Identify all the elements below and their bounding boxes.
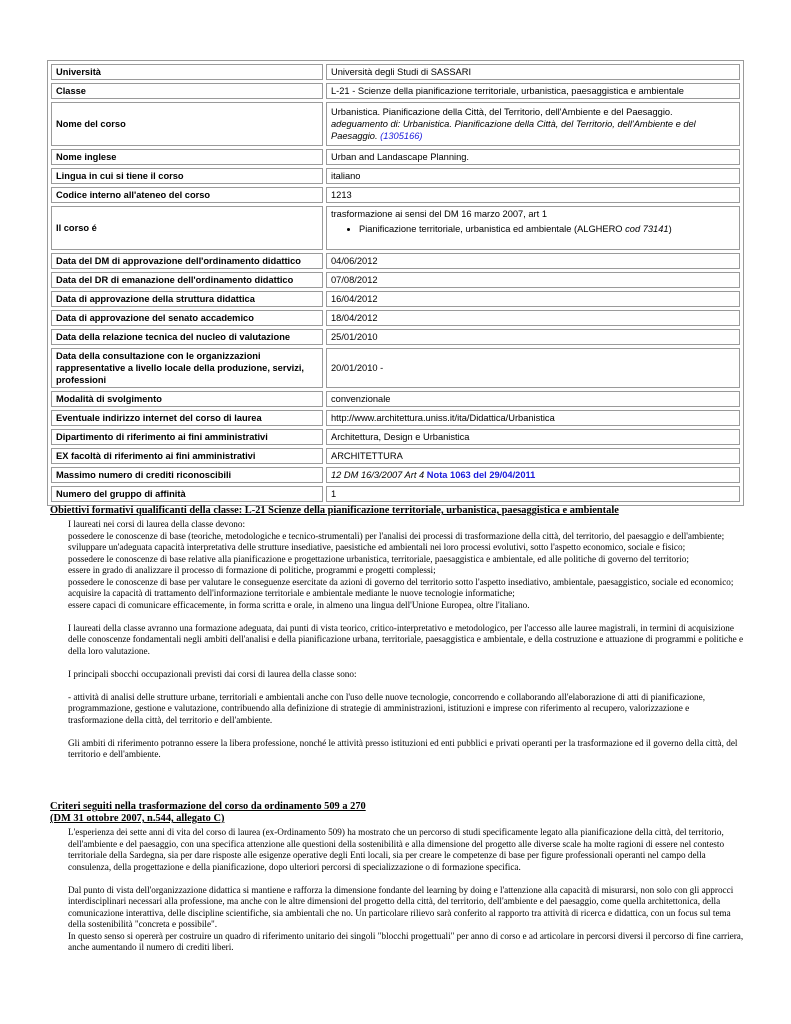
obiettivi-item: sviluppare un'adeguata capacità interpretativa delle strutture insediative, paesistiche ed ambientali nei loro processi evolutivi, sotto l'aspetto economico, sociale e fisico; [68, 542, 686, 552]
obiettivi-item: I laureati nei corsi di laurea della classe devono: [68, 519, 246, 529]
table-row [51, 102, 740, 146]
row-value [326, 206, 740, 250]
row-label: Eventuale indirizzo internet del corso di laurea [51, 410, 323, 426]
row-label: Data di approvazione della struttura didattica [51, 291, 323, 307]
obiettivi-item: possedere le conoscenze di base per valutare le conseguenze esercitate da azioni di governo del territorio sotto l'aspetto insediativo, ambientale, paesaggistico, sociale ed economico; [68, 576, 734, 587]
course-code-link[interactable]: (1305166) [380, 131, 423, 141]
row-value: italiano [326, 168, 740, 184]
obiettivi-item: essere in grado di analizzare il processo di formazione di politiche, programmi e progetti complessi; [68, 565, 436, 575]
table-row [51, 429, 740, 445]
course-list [331, 223, 735, 235]
row-label: Classe [51, 83, 323, 99]
row-label: EX facoltà di riferimento ai fini amministrativi [51, 448, 323, 464]
transformation-text: trasformazione ai sensi del DM 16 marzo 2007, art 1 [331, 209, 547, 219]
row-value [326, 102, 740, 146]
row-value: 1 [326, 486, 740, 502]
table-row [51, 467, 740, 483]
table-row [51, 253, 740, 269]
row-value: L-21 - Scienze della pianificazione territoriale, urbanistica, paesaggistica e ambientale [326, 83, 740, 99]
obiettivi-title: Obiettivi formativi qualificanti della classe: L-21 Scienze della pianificazione territoriale, urbanistica, paesaggistica e ambientale [50, 505, 619, 516]
row-value: Urban and Landascape Planning. [326, 149, 740, 165]
table-row [51, 187, 740, 203]
row-value: 16/04/2012 [326, 291, 740, 307]
list-item-end: ) [668, 224, 672, 234]
nota-link[interactable]: Nota 1063 del 29/04/2011 [426, 470, 536, 480]
criteri-paragraph: In questo senso si opererà per costruire un quadro di riferimento unitario dei singoli "blocchi progettuali" per anno di corso e ad articolare in percorsi diversi il percorso di fine carriera, anche aumentando il numero di crediti liberi. [68, 930, 744, 952]
row-label: Lingua in cui si tiene il corso [51, 168, 323, 184]
row-value: convenzionale [326, 391, 740, 407]
obiettivi-item: essere capaci di comunicare efficacemente, in forma scritta e orale, in almeno una lingua dell'Unione Europea, oltre l'italiano. [68, 599, 530, 610]
row-value: 18/04/2012 [326, 310, 740, 326]
row-label: Data della relazione tecnica del nucleo di valutazione [51, 329, 323, 345]
table-row [51, 410, 740, 426]
obiettivi-item: possedere le conoscenze di base (teoriche, metodologiche e tecnico-strumentali) per l'analisi dei processi di trasformazione della città, del territorio, del paesaggio e dell'ambiente; [68, 530, 725, 541]
row-label: Data del DM di approvazione dell'ordinamento didattico [51, 253, 323, 269]
obiettivi-item: acquisire la capacità di trattamento dell'informazione territoriale e ambientale mediante le nuove tecnologie informatiche; [68, 588, 515, 598]
obiettivi-paragraph: I principali sbocchi occupazionali previsti dai corsi di laurea della classe sono: [68, 668, 357, 679]
criteri-paragraph: Dal punto di vista dell'organizzazione didattica si mantiene e rafforza la dimensione fondante del learning by doing e l'attenzione alla capacità di misurarsi, non solo con gli approcci interdisciplinari necessari alla professione, ma anche con le altre dimensioni del progetto della città, del territorio, dell'ambiente e del paesaggio, come quella architettonica, della comunicazione interattiva, delle discipline scientifiche, sia ambientali che no. Un particolare rilievo sarà conferito al rapporto tra attività di ricerca e didattica, con un focus sul tema della sostenibilità "concreta e possibile". [68, 884, 734, 929]
list-item-text: Pianificazione territoriale, urbanistica ed ambientale (ALGHERO [359, 224, 623, 234]
row-value: 04/06/2012 [326, 253, 740, 269]
row-value [326, 467, 740, 483]
row-label: Codice interno all'ateneo del corso [51, 187, 323, 203]
criteri-body [68, 827, 744, 954]
table-row [51, 348, 740, 388]
list-item [359, 223, 735, 235]
table-row [51, 206, 740, 250]
adeguamento-note [331, 119, 696, 141]
table-row [51, 391, 740, 407]
row-value: ARCHITETTURA [326, 448, 740, 464]
row-value: http://www.architettura.uniss.it/ita/Didattica/Urbanistica [326, 410, 740, 426]
row-label: Massimo numero di crediti riconoscibili [51, 467, 323, 483]
table-row [51, 64, 740, 80]
table-row [51, 168, 740, 184]
table-row [51, 448, 740, 464]
obiettivi-item: possedere le conoscenze di base relative alla pianificazione e progettazione urbanistica, territoriale, paesaggistica e ambientale, ed alle politiche di governo del territorio; [68, 553, 689, 564]
row-label: Università [51, 64, 323, 80]
obiettivi-paragraph: Gli ambiti di riferimento potranno essere la libera professione, nonché le attività presso istituzioni ed enti pubblici e privati operanti per la trasformazione ed il governo della città, del territorio e dell'ambiente. [68, 737, 738, 759]
course-name: Urbanistica. Pianificazione della Città, del Territorio, dell'Ambiente e del Paesaggio. [331, 107, 673, 117]
row-label: Il corso é [51, 206, 323, 250]
table-row [51, 486, 740, 502]
row-label: Dipartimento di riferimento ai fini amministrativi [51, 429, 323, 445]
row-value: 20/01/2010 - [326, 348, 740, 388]
row-label: Data di approvazione del senato accademico [51, 310, 323, 326]
obiettivi-paragraph: I laureati della classe avranno una formazione adeguata, dai punti di vista teorico, critico-interpretativo e metodologico, per l'accesso alle lauree magistrali, in termini di acquisizione delle conoscenze fondamentali negli ambiti dell'analisi e della pianificazione urbana, territoriale, paesaggistica e ambientale, e della costruzione e attuazione di programmi e politiche e della loro valutazione. [68, 622, 744, 656]
table-row [51, 272, 740, 288]
criteri-title [50, 801, 366, 825]
criteri-title-line1: Criteri seguiti nella trasformazione del corso da ordinamento 509 a 270 [50, 801, 366, 812]
course-info-table [47, 60, 744, 506]
row-value: 07/08/2012 [326, 272, 740, 288]
table-row [51, 310, 740, 326]
row-value: Università degli Studi di SASSARI [326, 64, 740, 80]
row-label: Nome del corso [51, 102, 323, 146]
row-value: Architettura, Design e Urbanistica [326, 429, 740, 445]
table-row [51, 291, 740, 307]
criteri-paragraph: L'esperienza dei sette anni di vita del corso di laurea (ex-Ordinamento 509) ha mostrato che un percorso di studi specificamente legato alla pianificazione della città, del territorio, dell'ambiente e del paesaggio, con una specifica attenzione alle questioni della sostenibilità e alla dimensione del progetto alle diverse scale ha molte ragioni di essere nel contesto territoriale della Sardegna, sia per dare risposte alle esigenze operative degli Enti locali, sia per creare le competenze di base per figure professionali operanti nel campo della consulenza, della progettazione e della pianificazione, dopo ulteriori percorsi di specializzazione o di formazione specifica. [68, 827, 725, 872]
row-value: 25/01/2010 [326, 329, 740, 345]
table-row [51, 329, 740, 345]
list-item-code: cod 73141 [625, 224, 669, 234]
obiettivi-paragraph: - attività di analisi delle strutture urbane, territoriali e ambientali anche con l'uso delle nuove tecnologie, concorrendo e collaborando all'elaborazione di atti di pianificazione, programmazione, gestione e valutazione, contribuendo alla definizione di strategie di amministrazioni, istituzioni e imprese con riferimento al recupero, valorizzazione e trasformazione della città, del territorio e dell'ambiente. [68, 691, 706, 725]
row-label: Data del DR di emanazione dell'ordinamento didattico [51, 272, 323, 288]
criteri-title-line2: (DM 31 ottobre 2007, n.544, allegato C) [50, 813, 225, 824]
row-label: Modalità di svolgimento [51, 391, 323, 407]
row-value: 1213 [326, 187, 740, 203]
table-row [51, 83, 740, 99]
row-label: Data della consultazione con le organizzazioni rappresentative a livello locale della produzione, servizi, professioni [51, 348, 323, 388]
row-label: Numero del gruppo di affinità [51, 486, 323, 502]
adeguamento-text: adeguamento di: Urbanistica. Pianificazione della Città, del Territorio, dell'Ambiente e del Paesaggio. [331, 119, 696, 141]
row-label: Nome inglese [51, 149, 323, 165]
credits-text: 12 DM 16/3/2007 Art 4 [331, 470, 425, 480]
obiettivi-body [68, 519, 744, 761]
table-row [51, 149, 740, 165]
